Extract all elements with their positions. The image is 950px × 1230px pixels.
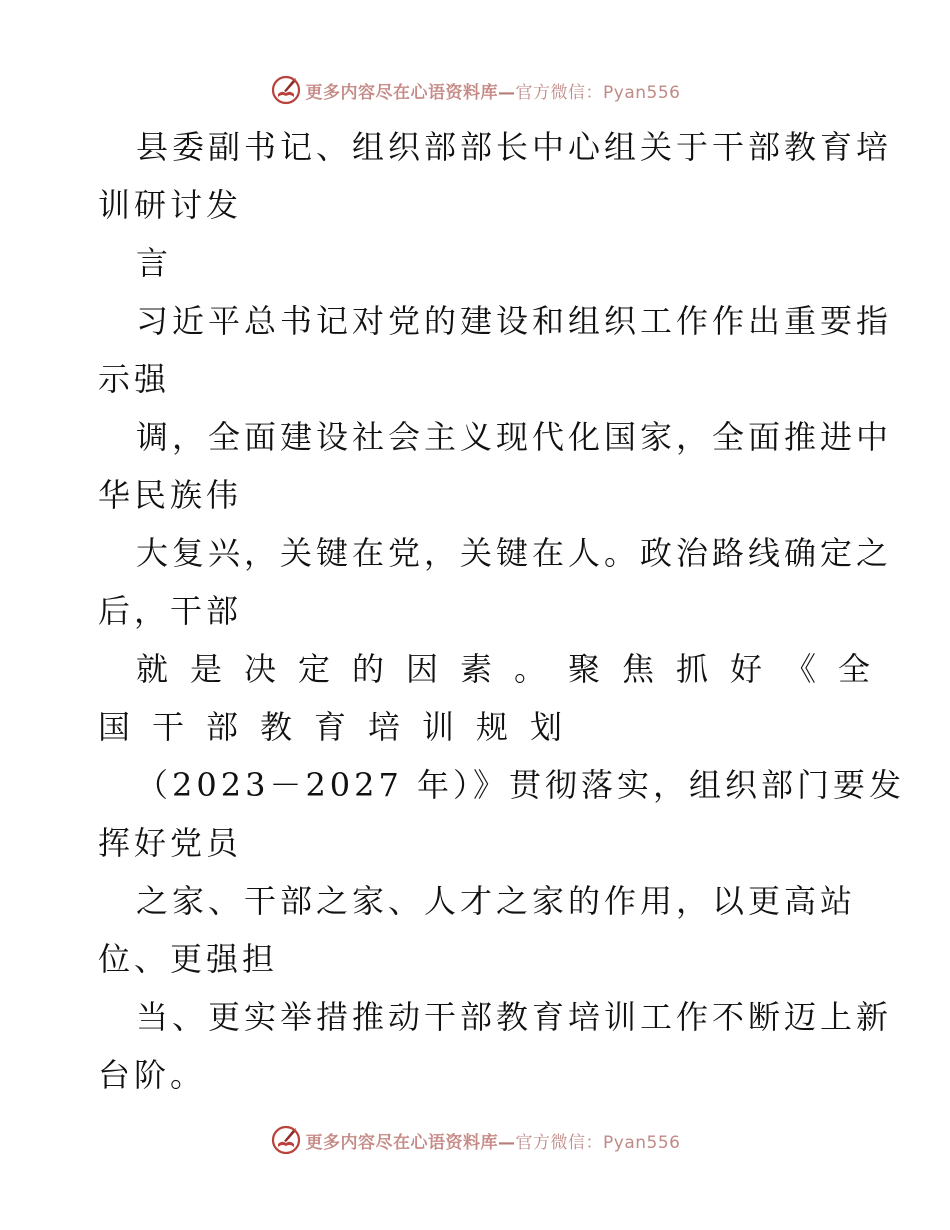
footer-banner-text (306, 1128, 681, 1153)
text-line: 就是决定的因素。聚焦抓好《全 (136, 650, 893, 688)
text-line: 大复兴，关键在党，关键在人。政治路线确定之 (136, 534, 893, 572)
wechat-label: 官方微信： (515, 82, 604, 103)
wechat-id: Pyan556 (603, 1132, 681, 1153)
text-line: 位、更强担 (98, 940, 279, 978)
wechat-label: 官方微信： (515, 1132, 604, 1153)
document-body (98, 118, 906, 1104)
text-line: 挥好党员 (98, 824, 243, 862)
text-line: 习近平总书记对党的建设和组织工作作出重要指 (136, 302, 893, 340)
text-line: 之家、干部之家、人才之家的作用，以更高站 (136, 882, 857, 920)
header-banner (0, 70, 950, 110)
book-quill-logo-icon (270, 74, 302, 106)
text-line: 国干部教育培训规划 (98, 708, 585, 746)
footer-banner (0, 1120, 950, 1160)
banner-dash: — (498, 1132, 516, 1153)
text-line: 当、更实举措推动干部教育培训工作不断迈上新 (136, 998, 893, 1036)
text-line: 县委副书记、组织部部长中心组关于干部教育培 (136, 128, 893, 166)
wechat-id: Pyan556 (603, 82, 681, 103)
text-line: 言 (136, 244, 173, 282)
text-line: （2023－2027 年）》贯彻落实，组织部门要发 (136, 766, 906, 804)
text-line: 华民族伟 (98, 476, 243, 514)
site-name: 更多内容尽在心语资料库 (305, 1132, 499, 1153)
header-banner-text (306, 78, 681, 103)
text-line: 台阶。 (98, 1056, 207, 1094)
text-line: 示强 (98, 360, 171, 398)
text-line: 后，干部 (98, 592, 243, 630)
banner-dash: — (498, 82, 516, 103)
text-line: 调，全面建设社会主义现代化国家，全面推进中 (136, 418, 893, 456)
site-name: 更多内容尽在心语资料库 (305, 82, 499, 103)
text-line: 训研讨发 (98, 186, 243, 224)
book-quill-logo-icon (270, 1124, 302, 1156)
